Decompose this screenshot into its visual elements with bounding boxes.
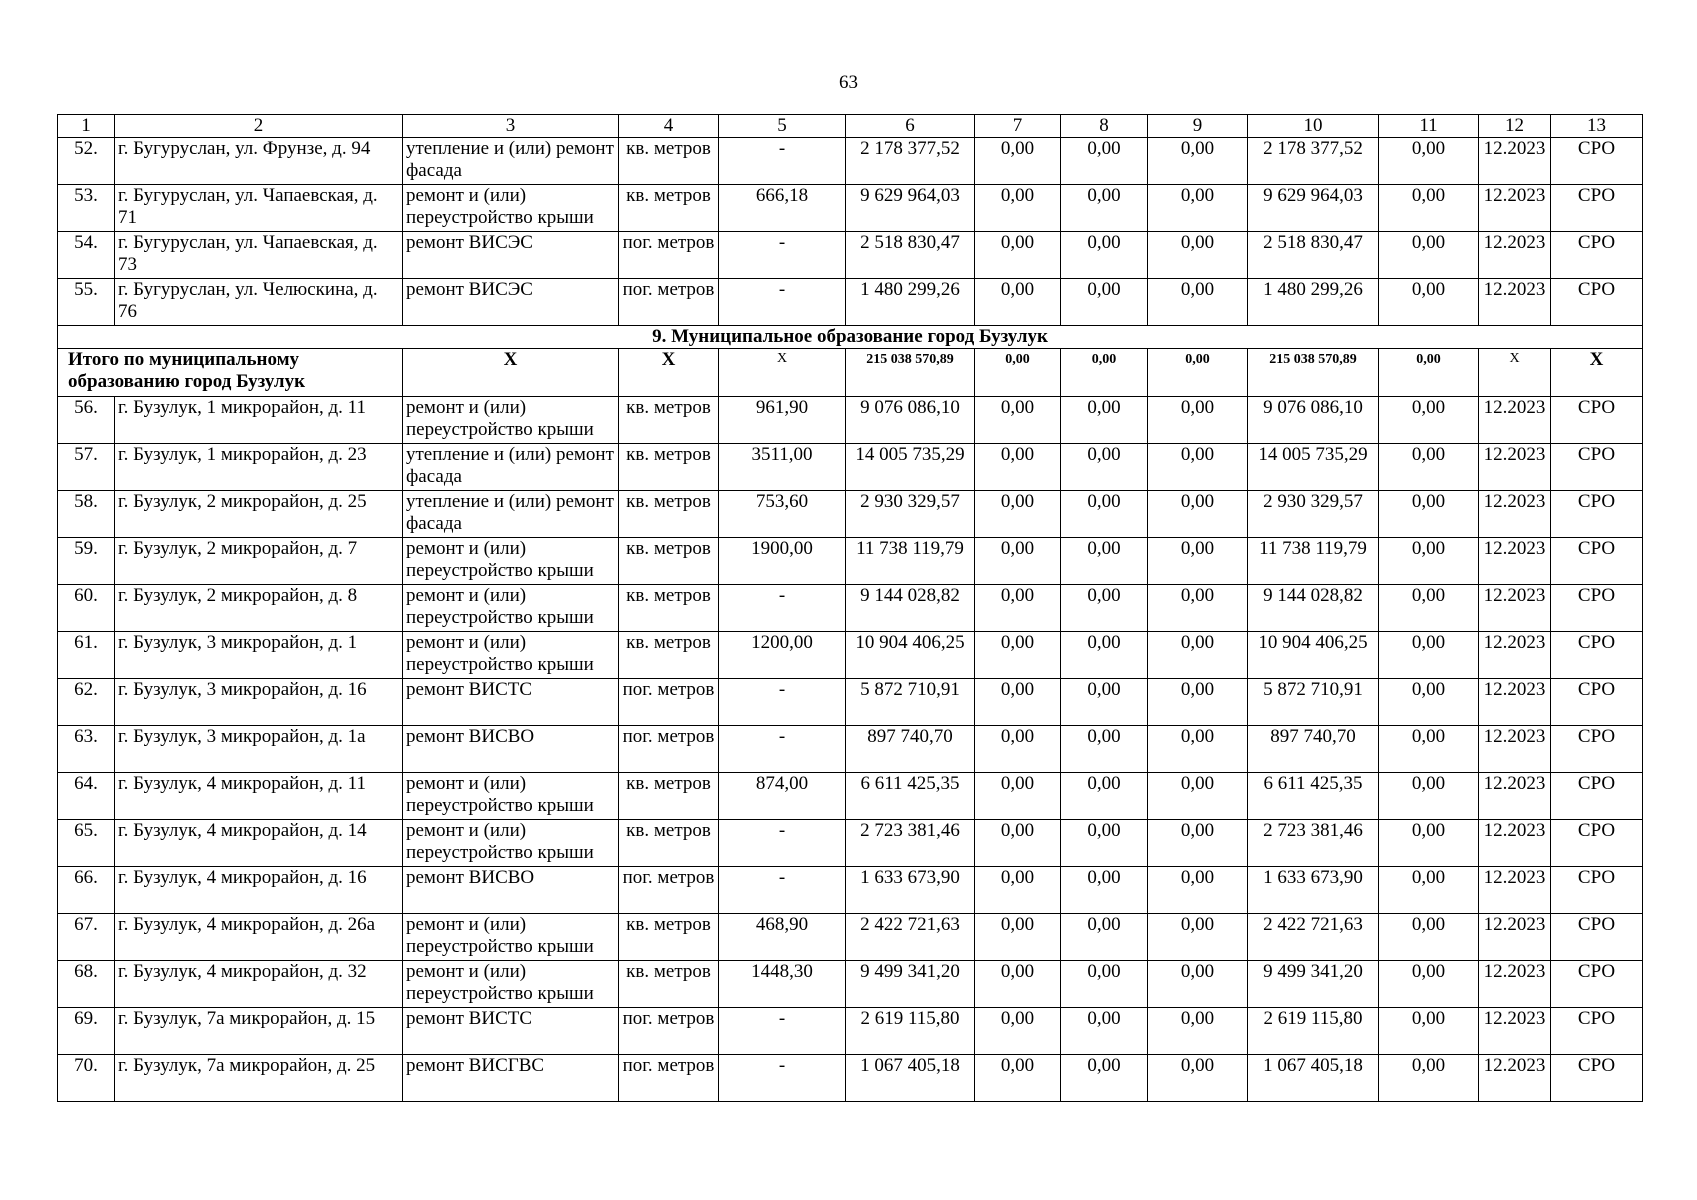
fund-cell: 0,00 (1148, 491, 1248, 538)
method-cell: СРО (1551, 1055, 1643, 1102)
address-cell: г. Бузулук, 3 микрорайон, д. 1 (115, 632, 403, 679)
owners-funds-cell: 2 178 377,52 (1248, 138, 1379, 185)
row-number: 60. (58, 585, 115, 632)
owners-funds-cell: 897 740,70 (1248, 726, 1379, 773)
fund-cell: 0,00 (1061, 726, 1148, 773)
method-cell: СРО (1551, 820, 1643, 867)
fund-cell: 0,00 (975, 1055, 1061, 1102)
other-funds-cell: 0,00 (1379, 726, 1479, 773)
row-number: 58. (58, 491, 115, 538)
method-cell: СРО (1551, 538, 1643, 585)
unit-cell: кв. метров (619, 185, 719, 232)
method-cell: СРО (1551, 585, 1643, 632)
column-number: 6 (846, 115, 975, 138)
unit-cell: пог. метров (619, 679, 719, 726)
column-number: 1 (58, 115, 115, 138)
unit-cell: кв. метров (619, 773, 719, 820)
total-cell: 0,00 (1379, 349, 1479, 397)
fund-cell: 0,00 (1061, 138, 1148, 185)
table-row (58, 961, 1643, 1008)
other-funds-cell: 0,00 (1379, 138, 1479, 185)
other-funds-cell: 0,00 (1379, 632, 1479, 679)
row-number: 70. (58, 1055, 115, 1102)
total-cost-cell: 2 930 329,57 (846, 491, 975, 538)
fund-cell: 0,00 (1148, 773, 1248, 820)
fund-cell: 0,00 (1061, 679, 1148, 726)
owners-funds-cell: 2 619 115,80 (1248, 1008, 1379, 1055)
deadline-cell: 12.2023 (1479, 538, 1551, 585)
total-cost-cell: 9 076 086,10 (846, 397, 975, 444)
deadline-cell: 12.2023 (1479, 961, 1551, 1008)
unit-cell: пог. метров (619, 279, 719, 326)
other-funds-cell: 0,00 (1379, 961, 1479, 1008)
other-funds-cell: 0,00 (1379, 585, 1479, 632)
page-number: 63 (839, 72, 858, 93)
row-number: 69. (58, 1008, 115, 1055)
deadline-cell: 12.2023 (1479, 1008, 1551, 1055)
address-cell: г. Бузулук, 1 микрорайон, д. 11 (115, 397, 403, 444)
volume-cell: 468,90 (719, 914, 846, 961)
method-cell: СРО (1551, 679, 1643, 726)
owners-funds-cell: 5 872 710,91 (1248, 679, 1379, 726)
unit-cell: кв. метров (619, 914, 719, 961)
deadline-cell: 12.2023 (1479, 726, 1551, 773)
deadline-cell: 12.2023 (1479, 585, 1551, 632)
volume-cell: - (719, 232, 846, 279)
total-row (58, 349, 1643, 397)
volume-cell: - (719, 726, 846, 773)
address-cell: г. Бузулук, 1 микрорайон, д. 23 (115, 444, 403, 491)
row-number: 67. (58, 914, 115, 961)
other-funds-cell: 0,00 (1379, 538, 1479, 585)
row-number: 54. (58, 232, 115, 279)
total-cell: 215 038 570,89 (1248, 349, 1379, 397)
fund-cell: 0,00 (1148, 397, 1248, 444)
owners-funds-cell: 2 422 721,63 (1248, 914, 1379, 961)
work-type-cell: ремонт ВИСВО (403, 867, 619, 914)
row-number: 66. (58, 867, 115, 914)
fund-cell: 0,00 (1148, 820, 1248, 867)
unit-cell: кв. метров (619, 585, 719, 632)
total-cost-cell: 215 038 570,89 (846, 349, 975, 397)
fund-cell: 0,00 (1061, 914, 1148, 961)
total-cell: X (1551, 349, 1643, 397)
owners-funds-cell: 1 633 673,90 (1248, 867, 1379, 914)
fund-cell: 0,00 (975, 232, 1061, 279)
column-number: 4 (619, 115, 719, 138)
table-row (58, 1008, 1643, 1055)
fund-cell: 0,00 (975, 185, 1061, 232)
volume-cell: - (719, 138, 846, 185)
total-cell: X (619, 349, 719, 397)
total-label: Итого по муниципальному образованию город Бузулук (58, 349, 403, 397)
column-number: 5 (719, 115, 846, 138)
fund-cell: 0,00 (975, 491, 1061, 538)
volume-cell: - (719, 820, 846, 867)
fund-cell: 0,00 (1061, 585, 1148, 632)
row-number: 61. (58, 632, 115, 679)
total-cost-cell: 2 178 377,52 (846, 138, 975, 185)
other-funds-cell: 0,00 (1379, 185, 1479, 232)
fund-cell: 0,00 (1148, 867, 1248, 914)
column-number: 7 (975, 115, 1061, 138)
fund-cell: 0,00 (1148, 914, 1248, 961)
work-type-cell: ремонт и (или) переустройство крыши (403, 585, 619, 632)
method-cell: СРО (1551, 185, 1643, 232)
unit-cell: пог. метров (619, 232, 719, 279)
fund-cell: 0,00 (1148, 232, 1248, 279)
fund-cell: 0,00 (1061, 820, 1148, 867)
address-cell: г. Бугуруслан, ул. Челюскина, д. 76 (115, 279, 403, 326)
deadline-cell: 12.2023 (1479, 138, 1551, 185)
total-cell: 0,00 (1061, 349, 1148, 397)
fund-cell: 0,00 (975, 444, 1061, 491)
other-funds-cell: 0,00 (1379, 867, 1479, 914)
fund-cell: 0,00 (1061, 961, 1148, 1008)
row-number: 55. (58, 279, 115, 326)
fund-cell: 0,00 (1061, 444, 1148, 491)
other-funds-cell: 0,00 (1379, 232, 1479, 279)
work-type-cell: ремонт и (или) переустройство крыши (403, 538, 619, 585)
method-cell: СРО (1551, 444, 1643, 491)
table-row (58, 726, 1643, 773)
total-cell: 0,00 (1148, 349, 1248, 397)
work-type-cell: ремонт и (или) переустройство крыши (403, 185, 619, 232)
other-funds-cell: 0,00 (1379, 773, 1479, 820)
fund-cell: 0,00 (975, 138, 1061, 185)
fund-cell: 0,00 (1061, 632, 1148, 679)
total-cost-cell: 1 480 299,26 (846, 279, 975, 326)
address-cell: г. Бузулук, 4 микрорайон, д. 14 (115, 820, 403, 867)
work-type-cell: ремонт и (или) переустройство крыши (403, 632, 619, 679)
row-number: 64. (58, 773, 115, 820)
deadline-cell: 12.2023 (1479, 1055, 1551, 1102)
fund-cell: 0,00 (975, 632, 1061, 679)
row-number: 68. (58, 961, 115, 1008)
fund-cell: 0,00 (1148, 585, 1248, 632)
table-row (58, 232, 1643, 279)
other-funds-cell: 0,00 (1379, 679, 1479, 726)
fund-cell: 0,00 (1148, 726, 1248, 773)
volume-cell: 666,18 (719, 185, 846, 232)
owners-funds-cell: 2 930 329,57 (1248, 491, 1379, 538)
work-type-cell: ремонт и (или) переустройство крыши (403, 961, 619, 1008)
fund-cell: 0,00 (1148, 138, 1248, 185)
table-row (58, 185, 1643, 232)
fund-cell: 0,00 (1061, 232, 1148, 279)
work-type-cell: ремонт ВИСЭС (403, 279, 619, 326)
table-row (58, 397, 1643, 444)
method-cell: СРО (1551, 632, 1643, 679)
fund-cell: 0,00 (1148, 961, 1248, 1008)
fund-cell: 0,00 (1061, 538, 1148, 585)
method-cell: СРО (1551, 867, 1643, 914)
total-cell: X (1479, 349, 1551, 397)
table-row (58, 1055, 1643, 1102)
owners-funds-cell: 14 005 735,29 (1248, 444, 1379, 491)
deadline-cell: 12.2023 (1479, 773, 1551, 820)
volume-cell: 961,90 (719, 397, 846, 444)
total-cost-cell: 10 904 406,25 (846, 632, 975, 679)
column-number: 2 (115, 115, 403, 138)
work-type-cell: ремонт ВИСГВС (403, 1055, 619, 1102)
owners-funds-cell: 9 076 086,10 (1248, 397, 1379, 444)
table-row (58, 773, 1643, 820)
column-number: 10 (1248, 115, 1379, 138)
fund-cell: 0,00 (975, 538, 1061, 585)
other-funds-cell: 0,00 (1379, 397, 1479, 444)
total-cost-cell: 1 633 673,90 (846, 867, 975, 914)
unit-cell: пог. метров (619, 726, 719, 773)
fund-cell: 0,00 (975, 961, 1061, 1008)
total-cost-cell: 2 518 830,47 (846, 232, 975, 279)
work-type-cell: ремонт и (или) переустройство крыши (403, 820, 619, 867)
total-cell: 0,00 (975, 349, 1061, 397)
other-funds-cell: 0,00 (1379, 279, 1479, 326)
unit-cell: кв. метров (619, 538, 719, 585)
owners-funds-cell: 9 144 028,82 (1248, 585, 1379, 632)
row-number: 59. (58, 538, 115, 585)
method-cell: СРО (1551, 1008, 1643, 1055)
fund-cell: 0,00 (975, 773, 1061, 820)
deadline-cell: 12.2023 (1479, 914, 1551, 961)
total-cost-cell: 9 629 964,03 (846, 185, 975, 232)
deadline-cell: 12.2023 (1479, 444, 1551, 491)
fund-cell: 0,00 (1148, 185, 1248, 232)
work-type-cell: ремонт ВИСТС (403, 679, 619, 726)
fund-cell: 0,00 (1061, 867, 1148, 914)
address-cell: г. Бугуруслан, ул. Фрунзе, д. 94 (115, 138, 403, 185)
address-cell: г. Бузулук, 2 микрорайон, д. 7 (115, 538, 403, 585)
method-cell: СРО (1551, 491, 1643, 538)
table-row (58, 138, 1643, 185)
total-cost-cell: 1 067 405,18 (846, 1055, 975, 1102)
deadline-cell: 12.2023 (1479, 679, 1551, 726)
volume-cell: 1200,00 (719, 632, 846, 679)
column-number-row (58, 115, 1643, 138)
total-cost-cell: 9 499 341,20 (846, 961, 975, 1008)
fund-cell: 0,00 (1061, 1055, 1148, 1102)
other-funds-cell: 0,00 (1379, 491, 1479, 538)
column-number: 9 (1148, 115, 1248, 138)
row-number: 57. (58, 444, 115, 491)
owners-funds-cell: 6 611 425,35 (1248, 773, 1379, 820)
unit-cell: кв. метров (619, 961, 719, 1008)
fund-cell: 0,00 (975, 726, 1061, 773)
address-cell: г. Бугуруслан, ул. Чапаевская, д. 73 (115, 232, 403, 279)
address-cell: г. Бузулук, 4 микрорайон, д. 11 (115, 773, 403, 820)
work-type-cell: ремонт ВИСТС (403, 1008, 619, 1055)
address-cell: г. Бугуруслан, ул. Чапаевская, д. 71 (115, 185, 403, 232)
deadline-cell: 12.2023 (1479, 867, 1551, 914)
other-funds-cell: 0,00 (1379, 914, 1479, 961)
table-row (58, 914, 1643, 961)
fund-cell: 0,00 (1061, 773, 1148, 820)
fund-cell: 0,00 (1061, 491, 1148, 538)
fund-cell: 0,00 (975, 585, 1061, 632)
address-cell: г. Бузулук, 4 микрорайон, д. 16 (115, 867, 403, 914)
deadline-cell: 12.2023 (1479, 232, 1551, 279)
unit-cell: пог. метров (619, 1008, 719, 1055)
method-cell: СРО (1551, 397, 1643, 444)
method-cell: СРО (1551, 961, 1643, 1008)
fund-cell: 0,00 (975, 279, 1061, 326)
volume-cell: - (719, 279, 846, 326)
unit-cell: пог. метров (619, 1055, 719, 1102)
method-cell: СРО (1551, 279, 1643, 326)
fund-cell: 0,00 (1061, 279, 1148, 326)
work-type-cell: утепление и (или) ремонт фасада (403, 491, 619, 538)
owners-funds-cell: 2 723 381,46 (1248, 820, 1379, 867)
table-row (58, 820, 1643, 867)
total-cost-cell: 11 738 119,79 (846, 538, 975, 585)
address-cell: г. Бузулук, 3 микрорайон, д. 16 (115, 679, 403, 726)
method-cell: СРО (1551, 773, 1643, 820)
method-cell: СРО (1551, 232, 1643, 279)
section-title: 9. Муниципальное образование город Бузулук (58, 326, 1643, 349)
total-cost-cell: 14 005 735,29 (846, 444, 975, 491)
owners-funds-cell: 9 629 964,03 (1248, 185, 1379, 232)
unit-cell: кв. метров (619, 632, 719, 679)
total-cost-cell: 2 619 115,80 (846, 1008, 975, 1055)
fund-cell: 0,00 (1061, 397, 1148, 444)
other-funds-cell: 0,00 (1379, 1008, 1479, 1055)
deadline-cell: 12.2023 (1479, 491, 1551, 538)
deadline-cell: 12.2023 (1479, 185, 1551, 232)
row-number: 65. (58, 820, 115, 867)
volume-cell: 753,60 (719, 491, 846, 538)
owners-funds-cell: 10 904 406,25 (1248, 632, 1379, 679)
total-cell: X (719, 349, 846, 397)
column-number: 12 (1479, 115, 1551, 138)
total-cost-cell: 6 611 425,35 (846, 773, 975, 820)
fund-cell: 0,00 (975, 914, 1061, 961)
table-row (58, 279, 1643, 326)
fund-cell: 0,00 (1148, 679, 1248, 726)
address-cell: г. Бузулук, 7а микрорайон, д. 15 (115, 1008, 403, 1055)
deadline-cell: 12.2023 (1479, 632, 1551, 679)
table-row (58, 679, 1643, 726)
fund-cell: 0,00 (1148, 444, 1248, 491)
work-type-cell: ремонт и (или) переустройство крыши (403, 914, 619, 961)
work-type-cell: ремонт и (или) переустройство крыши (403, 397, 619, 444)
volume-cell: - (719, 867, 846, 914)
owners-funds-cell: 1 480 299,26 (1248, 279, 1379, 326)
table-row (58, 538, 1643, 585)
row-number: 62. (58, 679, 115, 726)
volume-cell: 3511,00 (719, 444, 846, 491)
address-cell: г. Бузулук, 4 микрорайон, д. 32 (115, 961, 403, 1008)
volume-cell: 874,00 (719, 773, 846, 820)
row-number: 56. (58, 397, 115, 444)
address-cell: г. Бузулук, 2 микрорайон, д. 25 (115, 491, 403, 538)
table-row (58, 632, 1643, 679)
volume-cell: - (719, 1008, 846, 1055)
fund-cell: 0,00 (1148, 279, 1248, 326)
volume-cell: - (719, 585, 846, 632)
volume-cell: 1448,30 (719, 961, 846, 1008)
total-cost-cell: 2 422 721,63 (846, 914, 975, 961)
other-funds-cell: 0,00 (1379, 820, 1479, 867)
column-number: 8 (1061, 115, 1148, 138)
row-number: 63. (58, 726, 115, 773)
repair-program-table (57, 114, 1643, 1102)
row-number: 53. (58, 185, 115, 232)
row-number: 52. (58, 138, 115, 185)
method-cell: СРО (1551, 138, 1643, 185)
unit-cell: кв. метров (619, 444, 719, 491)
other-funds-cell: 0,00 (1379, 444, 1479, 491)
column-number: 11 (1379, 115, 1479, 138)
total-cost-cell: 5 872 710,91 (846, 679, 975, 726)
fund-cell: 0,00 (1061, 185, 1148, 232)
column-number: 13 (1551, 115, 1643, 138)
address-cell: г. Бузулук, 2 микрорайон, д. 8 (115, 585, 403, 632)
fund-cell: 0,00 (975, 1008, 1061, 1055)
address-cell: г. Бузулук, 4 микрорайон, д. 26а (115, 914, 403, 961)
other-funds-cell: 0,00 (1379, 1055, 1479, 1102)
unit-cell: кв. метров (619, 491, 719, 538)
owners-funds-cell: 1 067 405,18 (1248, 1055, 1379, 1102)
fund-cell: 0,00 (1148, 1055, 1248, 1102)
deadline-cell: 12.2023 (1479, 397, 1551, 444)
column-number: 3 (403, 115, 619, 138)
work-type-cell: утепление и (или) ремонт фасада (403, 138, 619, 185)
unit-cell: пог. метров (619, 867, 719, 914)
fund-cell: 0,00 (975, 820, 1061, 867)
fund-cell: 0,00 (975, 679, 1061, 726)
unit-cell: кв. метров (619, 397, 719, 444)
owners-funds-cell: 2 518 830,47 (1248, 232, 1379, 279)
section-row (58, 326, 1643, 349)
deadline-cell: 12.2023 (1479, 279, 1551, 326)
fund-cell: 0,00 (1148, 1008, 1248, 1055)
owners-funds-cell: 9 499 341,20 (1248, 961, 1379, 1008)
fund-cell: 0,00 (1148, 538, 1248, 585)
table-row (58, 444, 1643, 491)
table-row (58, 867, 1643, 914)
fund-cell: 0,00 (1148, 632, 1248, 679)
table-row (58, 585, 1643, 632)
total-cell: X (403, 349, 619, 397)
fund-cell: 0,00 (975, 397, 1061, 444)
total-cost-cell: 897 740,70 (846, 726, 975, 773)
table-row (58, 491, 1643, 538)
volume-cell: - (719, 1055, 846, 1102)
deadline-cell: 12.2023 (1479, 820, 1551, 867)
fund-cell: 0,00 (1061, 1008, 1148, 1055)
volume-cell: 1900,00 (719, 538, 846, 585)
volume-cell: - (719, 679, 846, 726)
fund-cell: 0,00 (975, 867, 1061, 914)
owners-funds-cell: 11 738 119,79 (1248, 538, 1379, 585)
total-cost-cell: 2 723 381,46 (846, 820, 975, 867)
unit-cell: кв. метров (619, 820, 719, 867)
work-type-cell: ремонт ВИСВО (403, 726, 619, 773)
method-cell: СРО (1551, 726, 1643, 773)
method-cell: СРО (1551, 914, 1643, 961)
work-type-cell: ремонт ВИСЭС (403, 232, 619, 279)
address-cell: г. Бузулук, 3 микрорайон, д. 1а (115, 726, 403, 773)
work-type-cell: ремонт и (или) переустройство крыши (403, 773, 619, 820)
address-cell: г. Бузулук, 7а микрорайон, д. 25 (115, 1055, 403, 1102)
unit-cell: кв. метров (619, 138, 719, 185)
total-cost-cell: 9 144 028,82 (846, 585, 975, 632)
work-type-cell: утепление и (или) ремонт фасада (403, 444, 619, 491)
